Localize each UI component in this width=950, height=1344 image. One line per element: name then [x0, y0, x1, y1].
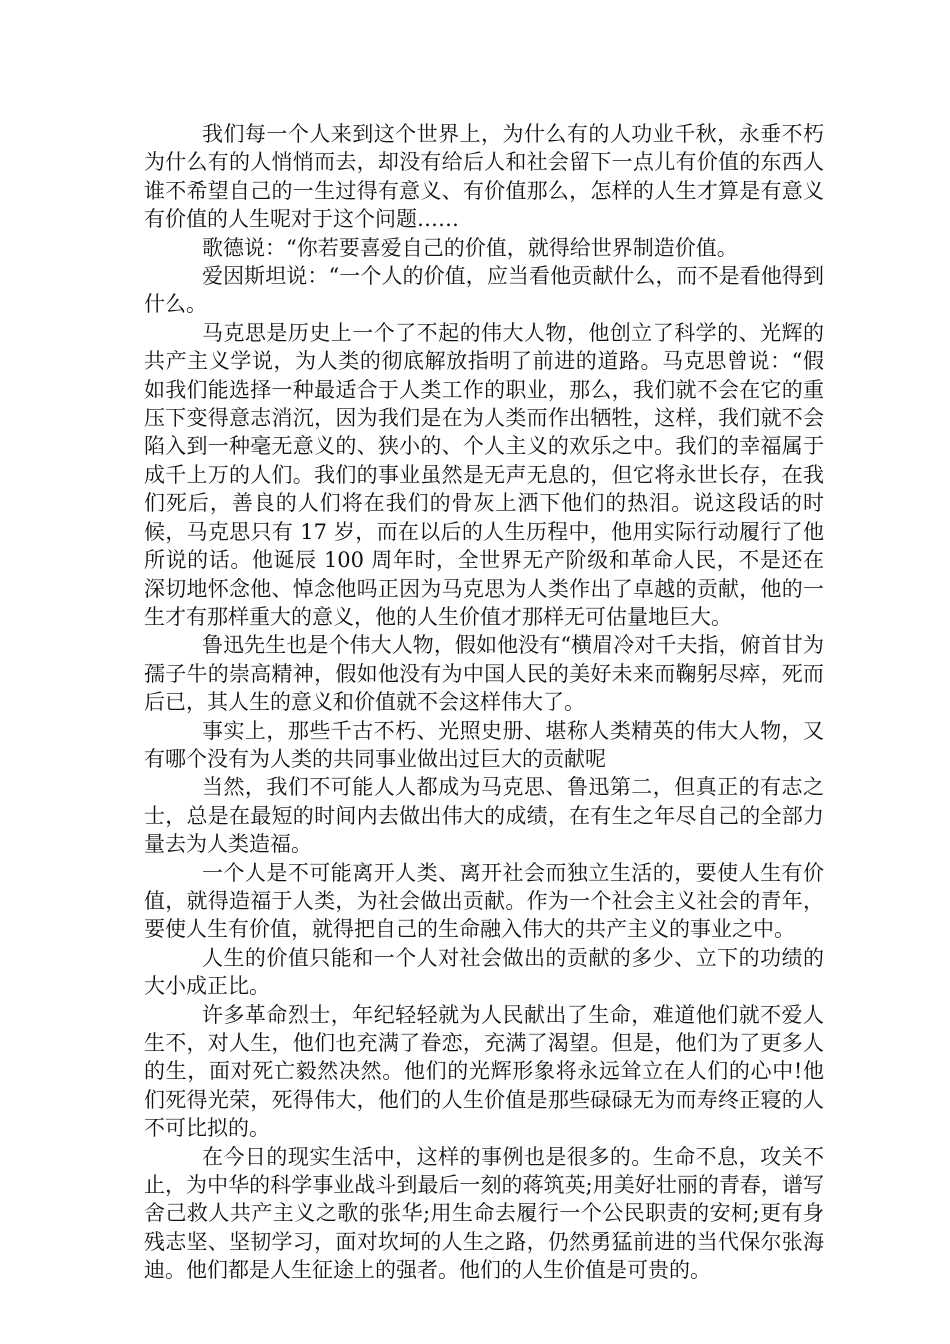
paragraph-goethe-quote: 歌德说：“你若要喜爱自己的价值，就得给世界制造价值。: [202, 235, 738, 260]
paragraph-modern-examples: 在今日的现实生活中，这样的事例也是很多的。生命不息，攻关不止，为中华的科学事业战斗到最后一刻的蒋筑英;用美好壮丽的青春，谱写舍己救人共产主义之歌的张华;用生命去履行一个公民职责的安柯;更有身残志坚、坚韧学习，面对坎坷的人生之路，仍然勇猛前进的当代保尔张海迪。他们都是人生征途上的强者。他们的人生价值是可贵的。: [144, 1144, 824, 1283]
document-body: [144, 120, 824, 1285]
paragraph-aspiring-people: 当然，我们不可能人人都成为马克思、鲁迅第二，但真正的有志之士，总是在最短的时间内去做出伟大的成绩，在有生之年尽自己的全部力量去为人类造福。: [144, 775, 824, 857]
paragraph-martyrs: 许多革命烈士，年纪轻轻就为人民献出了生命，难道他们就不爱人生不，对人生，他们也充满了眷恋，充满了渴望。但是，他们为了更多人的生，面对死亡毅然决然。他们的光辉形象将永远耸立在人们的心中!他们死得光荣，死得伟大，他们的人生价值是那些碌碌无为而寿终正寝的人不可比拟的。: [144, 1002, 824, 1141]
paragraph-luxun: 鲁迅先生也是个伟大人物，假如他没有“横眉冷对千夫指，俯首甘为孺子牛的崇高精神，假如他没有为中国人民的美好未来而鞠躬尽瘁，死而后已，其人生的意义和价值就不会这样伟大了。: [144, 633, 824, 715]
paragraph-einstein-quote: 爱因斯坦说：“一个人的价值，应当看他贡献什么，而不是看他得到什么。: [144, 264, 824, 317]
paragraph-intro: 我们每一个人来到这个世界上，为什么有的人功业千秋，永垂不朽为什么有的人悄悄而去，却没有给后人和社会留下一点儿有价值的东西人谁不希望自己的一生过得有意义、有价值那么，怎样的人生才算是有意义有价值的人生呢对于这个问题……: [144, 122, 824, 232]
paragraph-great-figures: 事实上，那些千古不朽、光照史册、堪称人类精英的伟大人物，又有哪个没有为人类的共同事业做出过巨大的贡献呢: [144, 718, 824, 771]
paragraph-society: 一个人是不可能离开人类、离开社会而独立生活的，要使人生有价值，就得造福于人类，为社会做出贡献。作为一个社会主义社会的青年，要使人生有价值，就得把自己的生命融入伟大的共产主义的事业之中。: [144, 860, 824, 942]
paragraph-marx: 马克思是历史上一个了不起的伟大人物，他创立了科学的、光辉的共产主义学说，为人类的彻底解放指明了前进的道路。马克思曾说：“假如我们能选择一种最适合于人类工作的职业，那么，我们就不会在它的重压下变得意志消沉，因为我们是在为人类而作出牺牲，这样，我们就不会陷入到一种毫无意义的、狭小的、个人主义的欢乐之中。我们的幸福属于成千上万的人们。我们的事业虽然是无声无息的，但它将永世长存，在我们死后，善良的人们将在我们的骨灰上洒下他们的热泪。说这段话的时候，马克思只有 17 岁，而在以后的人生历程中，他用实际行动履行了他所说的话。他诞辰 100 周年时，全世界无产阶级和革命人民，不是还在深切地怀念他、悼念他吗正因为马克思为人类作出了卓越的贡献，他的一生才有那样重大的意义，他的人生价值才那样无可估量地巨大。: [144, 320, 824, 629]
paragraph-value-proportional: 人生的价值只能和一个人对社会做出的贡献的多少、立下的功绩的大小成正比。: [144, 945, 824, 999]
